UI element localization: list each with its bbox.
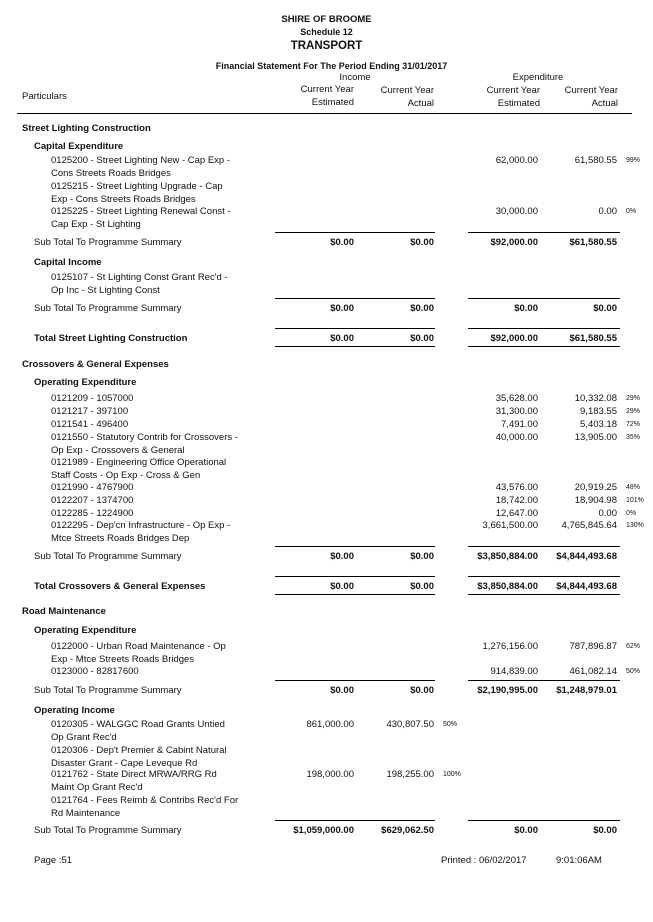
amount-ee: 12,647.00: [495, 508, 538, 519]
income-rule: [275, 298, 435, 299]
col-income-estimated-line1: Current Year: [300, 84, 354, 95]
amount-ia: 430,807.50: [386, 719, 434, 730]
amount-ee: $92,000.00: [490, 333, 538, 344]
amount-ee: $92,000.00: [490, 237, 538, 248]
account-description: 0120306 - Dep't Premier & Cabint Natural: [51, 745, 227, 756]
section-heading: Road Maintenance: [22, 606, 106, 617]
account-description: 0125225 - Street Lighting Renewal Const -: [51, 206, 231, 217]
account-description: 0121989 - Engineering Office Operational: [51, 457, 227, 468]
amount-ee: 40,000.00: [495, 432, 538, 443]
amount-ee: 3,661,500.00: [482, 520, 538, 531]
account-description: 0121209 - 1057000: [51, 393, 134, 404]
expenditure-percent: 101%: [626, 497, 644, 504]
amount-ea: 10,332.08: [574, 393, 617, 404]
expenditure-percent: 29%: [626, 408, 641, 415]
amount-ea: 9,183.55: [580, 406, 617, 417]
account-description: 0125215 - Street Lighting Upgrade - Cap: [51, 181, 223, 192]
account-description: 0121541 - 496400: [51, 419, 129, 430]
particulars-heading: Particulars: [22, 91, 67, 102]
section-total-label: Total Crossovers & General Expenses: [34, 581, 206, 592]
amount-ie: 861,000.00: [306, 719, 354, 730]
amount-ee: 31,300.00: [495, 406, 538, 417]
amount-ia: $0.00: [410, 237, 434, 248]
group-heading: Capital Income: [34, 257, 102, 268]
account-description: 0125200 - Street Lighting New - Cap Exp -: [51, 155, 231, 166]
income-rule: [275, 680, 435, 681]
expenditure-rule: [468, 232, 620, 233]
amount-ea: $4,844,493.68: [556, 581, 617, 592]
col-expenditure-actual-line2: Actual: [591, 98, 618, 109]
amount-ee: $3,850,884.00: [477, 551, 538, 562]
col-expenditure-estimated-line1: Current Year: [486, 85, 540, 96]
income-percent: 50%: [443, 721, 458, 728]
expenditure-percent: 50%: [626, 668, 641, 675]
expenditure-percent: 48%: [626, 484, 641, 491]
amount-ee: $0.00: [514, 303, 538, 314]
amount-ee: $2,190,995.00: [477, 685, 538, 696]
amount-ea: $61,580.55: [569, 237, 617, 248]
amount-ea: $61,580.55: [569, 333, 617, 344]
account-description: 0121550 - Statutory Contrib for Crossovers -: [51, 432, 238, 443]
account-description: Maint Op Grant Rec'd: [51, 781, 143, 793]
amount-ie: $0.00: [330, 581, 354, 592]
expenditure-rule: [468, 328, 620, 329]
income-rule: [275, 546, 435, 547]
account-description: 0121217 - 397100: [51, 406, 129, 417]
amount-ia: $0.00: [410, 303, 434, 314]
header-rule: [17, 113, 632, 114]
account-description: Op Exp - Crossovers & General: [51, 444, 185, 456]
account-description: Staff Costs - Op Exp - Cross & Gen: [51, 469, 201, 481]
col-expenditure-actual-line1: Current Year: [564, 85, 618, 96]
amount-ee: 35,628.00: [495, 393, 538, 404]
account-description: Exp - Cons Streets Roads Bridges: [51, 193, 196, 205]
amount-ia: $629,062.50: [381, 825, 434, 836]
amount-ea: 18,904.98: [574, 495, 617, 506]
schedule-label: Schedule 12: [300, 27, 353, 37]
account-description: 0121764 - Fees Reimb & Contribs Rec'd For: [51, 795, 239, 806]
amount-ie: $0.00: [330, 237, 354, 248]
amount-ea: $1,248,979.01: [556, 685, 617, 696]
expenditure-rule: [468, 298, 620, 299]
amount-ee: 914,839.00: [490, 666, 538, 677]
amount-ea: 0.00: [598, 206, 617, 217]
org-name: SHIRE OF BROOME: [281, 14, 372, 25]
amount-ea: 20,919.25: [574, 482, 617, 493]
amount-ee: 30,000.00: [495, 206, 538, 217]
printed-date: Printed : 06/02/2017: [441, 855, 527, 866]
account-description: Mtce Streets Roads Bridges Dep: [51, 532, 190, 544]
col-income-actual-line1: Current Year: [380, 85, 434, 96]
amount-ie: $0.00: [330, 685, 354, 696]
amount-ea: $4,844,493.68: [556, 551, 617, 562]
section-total-label: Total Street Lighting Construction: [34, 333, 188, 344]
amount-ee: 43,576.00: [495, 482, 538, 493]
expenditure-percent: 35%: [626, 434, 641, 441]
amount-ea: 461,082.14: [569, 666, 617, 677]
amount-ee: $3,850,884.00: [477, 581, 538, 592]
account-description: 0121990 - 4767900: [51, 482, 134, 493]
amount-ea: 13,905.00: [574, 432, 617, 443]
amount-ia: $0.00: [410, 551, 434, 562]
amount-ea: 4,765,845.64: [561, 520, 617, 531]
account-description: 0122285 - 1224900: [51, 508, 134, 519]
account-description: 0122207 - 1374700: [51, 495, 134, 506]
amount-ea: 61,580.55: [574, 155, 617, 166]
amount-ea: 787,896.87: [569, 641, 617, 652]
amount-ee: 1,276,156.00: [482, 641, 538, 652]
amount-ie: 198,000.00: [306, 769, 354, 780]
printed-time: 9:01:06AM: [556, 855, 602, 866]
col-income-estimated-line2: Estimated: [311, 97, 354, 108]
group-heading: Operating Expenditure: [34, 625, 137, 636]
amount-ia: 198,255.00: [386, 769, 434, 780]
expenditure-percent: 0%: [626, 208, 637, 215]
amount-ee: $0.00: [514, 825, 538, 836]
account-description: 0121762 - State Direct MRWA/RRG Rd: [51, 769, 217, 780]
subtotal-label: Sub Total To Programme Summary: [34, 551, 182, 562]
amount-ea: 5,403.18: [580, 419, 617, 430]
amount-ie: $0.00: [330, 551, 354, 562]
amount-ia: $0.00: [410, 685, 434, 696]
account-description: Disaster Grant - Cape Leveque Rd: [51, 757, 198, 769]
account-description: 0122000 - Urban Road Maintenance - Op: [51, 641, 226, 652]
income-heading: Income: [339, 72, 371, 83]
account-description: 0123000 - 82817600: [51, 666, 139, 677]
expenditure-percent: 72%: [626, 421, 641, 428]
amount-ia: $0.00: [410, 333, 434, 344]
section-heading: Street Lighting Construction: [22, 123, 151, 134]
income-percent: 100%: [443, 771, 461, 778]
income-double-rule: [275, 594, 435, 595]
amount-ie: $0.00: [330, 333, 354, 344]
income-double-rule: [275, 346, 435, 347]
expenditure-double-rule: [468, 594, 620, 595]
amount-ee: 62,000.00: [495, 155, 538, 166]
account-description: 0122295 - Dep'cn Infrastructure - Op Exp -: [51, 520, 231, 531]
amount-ie: $1,059,000.00: [293, 825, 354, 836]
income-rule: [275, 576, 435, 577]
expenditure-rule: [468, 546, 620, 547]
col-expenditure-estimated-line2: Estimated: [497, 98, 540, 109]
expenditure-rule: [468, 680, 620, 681]
account-description: 0125107 - St Lighting Const Grant Rec'd -: [51, 272, 228, 283]
page-number: Page :51: [34, 855, 73, 866]
account-description: Cap Exp - St Lighting: [51, 218, 141, 230]
subtotal-label: Sub Total To Programme Summary: [34, 237, 182, 248]
amount-ia: $0.00: [410, 581, 434, 592]
expenditure-percent: 62%: [626, 643, 641, 650]
expenditure-rule: [468, 820, 620, 821]
amount-ee: 18,742.00: [495, 495, 538, 506]
expenditure-double-rule: [468, 346, 620, 347]
income-rule: [275, 820, 435, 821]
section-heading: Crossovers & General Expenses: [22, 359, 169, 370]
group-heading: Capital Expenditure: [34, 141, 124, 152]
expenditure-heading: Expenditure: [512, 72, 564, 83]
account-description: Exp - Mtce Streets Roads Bridges: [51, 653, 195, 665]
subtotal-label: Sub Total To Programme Summary: [34, 825, 182, 836]
col-income-actual-line2: Actual: [407, 98, 434, 109]
amount-ea: $0.00: [593, 303, 617, 314]
account-description: Cons Streets Roads Bridges: [51, 167, 171, 179]
amount-ie: $0.00: [330, 303, 354, 314]
expenditure-percent: 0%: [626, 510, 637, 517]
group-heading: Operating Expenditure: [34, 377, 137, 388]
amount-ea: $0.00: [593, 825, 617, 836]
amount-ee: 7,491.00: [501, 419, 538, 430]
account-description: Op Inc - St Lighting Const: [51, 284, 160, 296]
amount-ea: 0.00: [598, 508, 617, 519]
page-title: TRANSPORT: [290, 40, 363, 52]
expenditure-percent: 99%: [626, 157, 641, 164]
income-rule: [275, 328, 435, 329]
expenditure-percent: 29%: [626, 395, 641, 402]
expenditure-rule: [468, 576, 620, 577]
account-description: 0120305 - WALGGC Road Grants Untied: [51, 719, 225, 730]
expenditure-percent: 130%: [626, 522, 644, 529]
account-description: Rd Maintenance: [51, 807, 121, 819]
group-heading: Operating Income: [34, 705, 115, 716]
income-rule: [275, 232, 435, 233]
subtotal-label: Sub Total To Programme Summary: [34, 685, 182, 696]
account-description: Op Grant Rec'd: [51, 731, 117, 743]
period-subtitle: Financial Statement For The Period Ending 31/01/2017: [215, 61, 448, 71]
subtotal-label: Sub Total To Programme Summary: [34, 303, 182, 314]
